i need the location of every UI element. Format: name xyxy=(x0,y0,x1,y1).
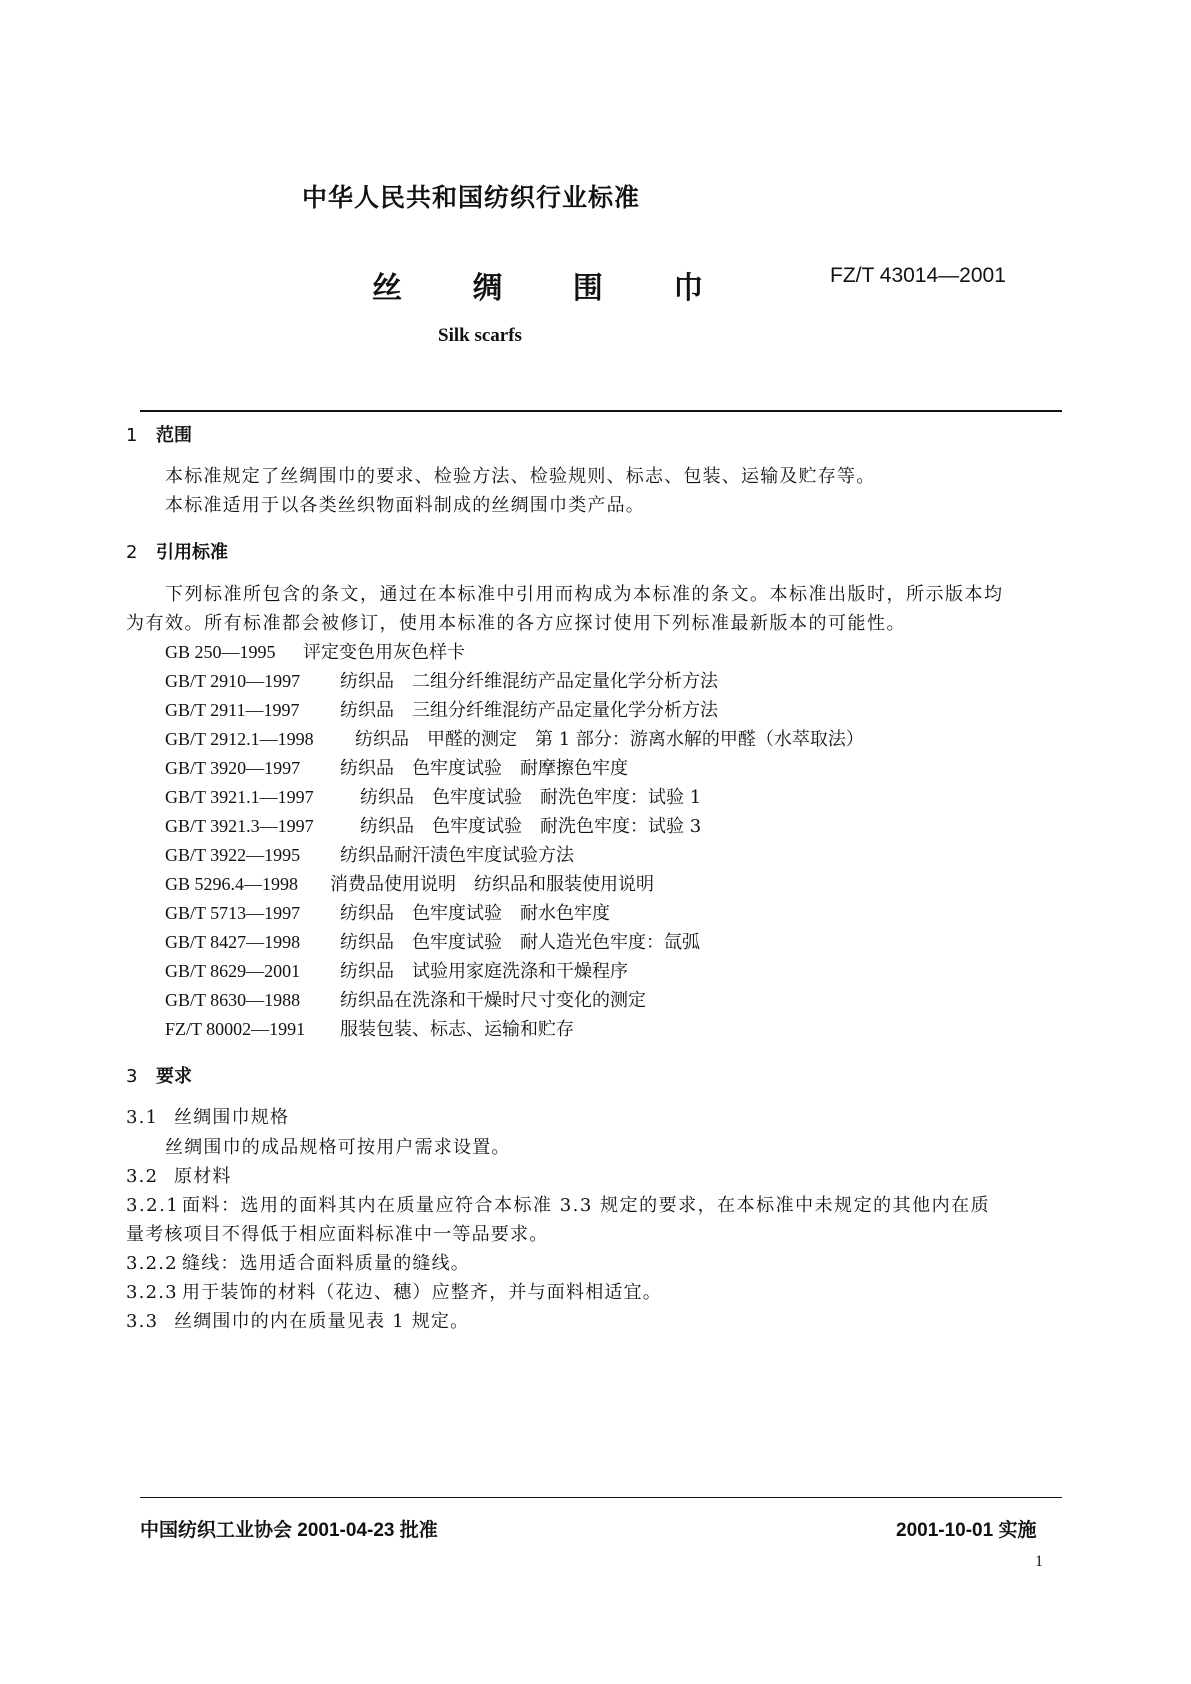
reference-item xyxy=(165,754,628,780)
section-1-heading xyxy=(126,421,192,447)
section-1-paragraph: 本标准规定了丝绸围巾的要求、检验方法、检验规则、标志、包装、运输及贮存等。 xyxy=(165,466,876,487)
clause-text: 缝线：选用适合面料质量的缝线。 xyxy=(182,1253,470,1274)
reference-item xyxy=(165,1015,574,1041)
section-2-intro: 下列标准所包含的条文，通过在本标准中引用而构成为本标准的条文。本标准出版时，所示版本均 xyxy=(165,584,1004,605)
reference-code: GB/T 8630—1988 xyxy=(165,990,301,1010)
clause-3-1 xyxy=(126,1103,289,1129)
reference-code: GB/T 3920—1997 xyxy=(165,758,301,778)
reference-title: 纺织品 色牢度试验 耐摩擦色牢度 xyxy=(340,758,628,779)
section-2-intro: 为有效。所有标准都会被修订，使用本标准的各方应探讨使用下列标准最新版本的可能性。 xyxy=(126,613,906,634)
clause-text: 面料：选用的面料其内在质量应符合本标准 3.3 规定的要求，在本标准中未规定的其他内在质 xyxy=(182,1195,991,1216)
clause-3-2-3 xyxy=(126,1278,662,1304)
footer-divider xyxy=(140,1497,1062,1498)
implementation-date: 2001-10-01 实施 xyxy=(896,1520,1037,1541)
clause-number: 3.2 xyxy=(126,1166,159,1187)
clause-title: 丝绸围巾规格 xyxy=(174,1107,290,1128)
reference-code: FZ/T 80002—1991 xyxy=(165,1019,306,1039)
clause-number: 3.1 xyxy=(126,1107,159,1128)
reference-title: 纺织品在洗涤和干燥时尺寸变化的测定 xyxy=(340,990,646,1011)
reference-code: GB/T 3921.1—1997 xyxy=(165,787,314,807)
reference-item xyxy=(165,841,574,867)
page-number: 1 xyxy=(1035,1553,1043,1570)
reference-title: 纺织品耐汗渍色牢度试验方法 xyxy=(340,845,574,866)
reference-title: 纺织品 三组分纤维混纺产品定量化学分析方法 xyxy=(340,700,718,721)
reference-item xyxy=(165,696,718,722)
clause-text: 丝绸围巾的内在质量见表 1 规定。 xyxy=(174,1311,470,1332)
reference-title: 纺织品 色牢度试验 耐人造光色牢度：氙弧 xyxy=(340,932,700,953)
reference-code: GB/T 2910—1997 xyxy=(165,671,301,691)
section-number: 2 xyxy=(126,542,138,563)
reference-title: 纺织品 色牢度试验 耐洗色牢度：试验 1 xyxy=(360,787,702,808)
reference-title: 纺织品 二组分纤维混纺产品定量化学分析方法 xyxy=(340,671,718,692)
approval-date: 中国纺织工业协会 2001-04-23 批准 xyxy=(140,1520,438,1541)
section-title: 引用标准 xyxy=(156,542,228,563)
header-divider xyxy=(140,410,1062,412)
section-title: 范围 xyxy=(156,425,192,446)
reference-title: 纺织品 色牢度试验 耐水色牢度 xyxy=(340,903,610,924)
english-title: Silk scarfs xyxy=(438,325,522,346)
reference-code: GB/T 2911—1997 xyxy=(165,700,300,720)
clause-number: 3.2.1 xyxy=(126,1195,180,1216)
reference-code: GB/T 3922—1995 xyxy=(165,845,301,865)
section-1-paragraph: 本标准适用于以各类丝织物面料制成的丝绸围巾类产品。 xyxy=(165,495,645,516)
clause-text: 用于装饰的材料（花边、穗）应整齐，并与面料相适宜。 xyxy=(182,1282,662,1303)
reference-title: 消费品使用说明 纺织品和服装使用说明 xyxy=(330,874,654,895)
clause-3-3 xyxy=(126,1307,469,1333)
clause-3-1-text: 丝绸围巾的成品规格可按用户需求设置。 xyxy=(165,1137,511,1158)
reference-item xyxy=(165,667,718,693)
section-number: 1 xyxy=(126,425,138,446)
issuing-organization: 中华人民共和国纺织行业标准 xyxy=(302,183,641,212)
reference-item xyxy=(165,928,700,954)
reference-item xyxy=(165,870,654,896)
section-number: 3 xyxy=(126,1066,138,1087)
reference-item xyxy=(165,725,864,751)
reference-item xyxy=(165,638,465,664)
reference-title: 评定变色用灰色样卡 xyxy=(303,642,465,663)
reference-code: GB 5296.4—1998 xyxy=(165,874,299,894)
standard-number: FZ/T 43014—2001 xyxy=(830,264,1006,287)
clause-number: 3.2.2 xyxy=(126,1253,178,1274)
reference-title: 服装包装、标志、运输和贮存 xyxy=(340,1019,574,1040)
reference-title: 纺织品 试验用家庭洗涤和干燥程序 xyxy=(340,961,628,982)
reference-title: 纺织品 色牢度试验 耐洗色牢度：试验 3 xyxy=(360,816,702,837)
section-title: 要求 xyxy=(156,1066,192,1087)
clause-3-2-1 xyxy=(126,1191,990,1217)
reference-code: GB/T 3921.3—1997 xyxy=(165,816,314,836)
section-3-heading xyxy=(126,1062,192,1088)
clause-3-2-1-cont: 量考核项目不得低于相应面料标准中一等品要求。 xyxy=(126,1224,549,1245)
clause-title: 原材料 xyxy=(174,1166,232,1187)
section-2-heading xyxy=(126,538,228,564)
document-title: 丝 绸 围 巾 xyxy=(372,271,734,306)
reference-code: GB/T 8427—1998 xyxy=(165,932,301,952)
clause-3-2 xyxy=(126,1162,232,1188)
reference-item xyxy=(165,783,701,809)
reference-item xyxy=(165,812,701,838)
reference-item xyxy=(165,986,646,1012)
clause-number: 3.3 xyxy=(126,1311,159,1332)
reference-item xyxy=(165,899,610,925)
clause-3-2-2 xyxy=(126,1249,470,1275)
reference-code: GB/T 8629—2001 xyxy=(165,961,301,981)
reference-code: GB/T 5713—1997 xyxy=(165,903,301,923)
reference-code: GB 250—1995 xyxy=(165,642,276,662)
reference-code: GB/T 2912.1—1998 xyxy=(165,729,314,749)
clause-number: 3.2.3 xyxy=(126,1282,178,1303)
reference-title: 纺织品 甲醛的测定 第 1 部分：游离水解的甲醛（水萃取法） xyxy=(355,729,864,750)
reference-item xyxy=(165,957,628,983)
